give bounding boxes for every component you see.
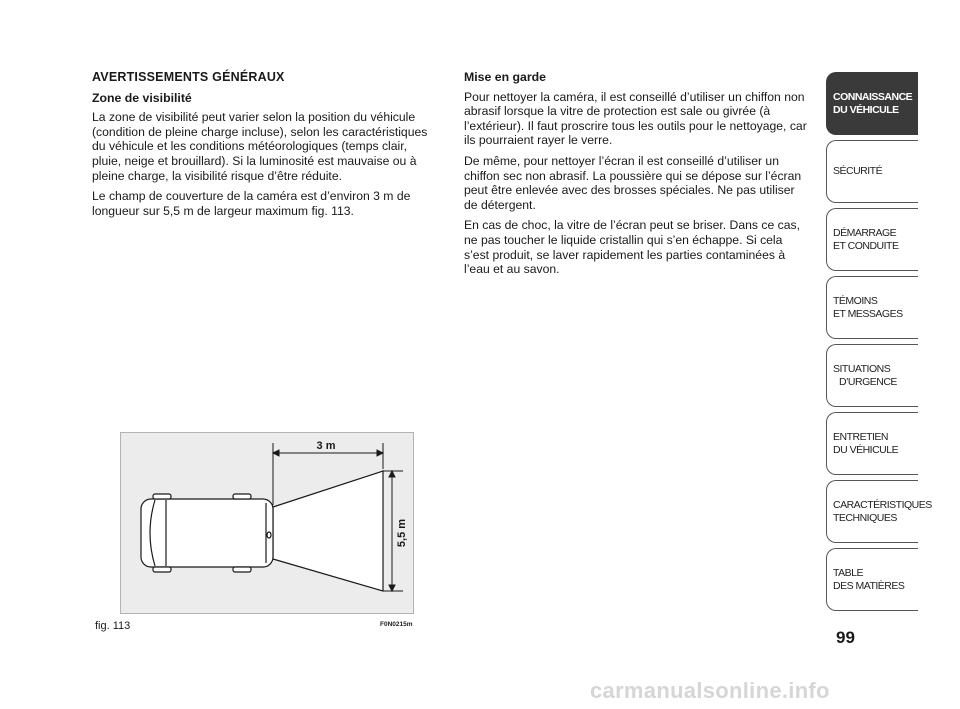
tab-label-line2: DU VÉHICULE — [833, 103, 899, 116]
paragraph-visibility: La zone de visibilité peut varier selon la position du véhicule (condition de pleine charge incluse), selon les caractéristiques du véhicule et les conditions météorologiques (temps clair, pluie, neige et brouillard). Si la luminosité est mauvaise ou à pleine charge, la visibilité risque d’être réduite. — [92, 110, 428, 183]
paragraph-camera-cleaning: Pour nettoyer la caméra, il est conseillé d’utiliser un chiffon non abrasif lorsque la vitre de protection est sale ou givrée (à l’extérieur). Il faut proscrire tous les outils pour le nettoyage, car ils pourraient rayer le verre. — [464, 89, 807, 148]
chapter-index-sidebar — [826, 72, 932, 616]
tab-temoins-et-messages[interactable] — [826, 276, 918, 339]
length-label: 3 m — [316, 440, 336, 452]
coverage-diagram — [121, 433, 415, 615]
tab-connaissance-du-vehicule[interactable] — [826, 72, 918, 135]
vehicle-top-view — [141, 494, 273, 572]
tab-situations-d-urgence[interactable] — [826, 344, 918, 407]
subsection-heading-visibility: Zone de visibilité — [92, 90, 192, 105]
camera-field-of-view — [273, 471, 383, 591]
figure-caption: fig. 113 — [95, 620, 131, 632]
tab-label-line1: ENTRETIEN — [833, 431, 889, 443]
figure-camera-coverage — [120, 432, 414, 614]
figure-code: F0N0215m — [380, 621, 413, 628]
page-number: 99 — [836, 628, 855, 647]
left-column — [92, 70, 437, 224]
paragraph-screen-cleaning: De même, pour nettoyer l’écran il est conseillé d’utiliser un chiffon sec non abrasif. La poussière qui se dépose sur l’écran peut être enlevée avec des brosses spéciales. Ne pas utiliser de détergent. — [464, 153, 802, 212]
tab-label-line2: D’URGENCE — [839, 375, 897, 388]
tab-label-line2: TECHNIQUES — [833, 511, 897, 524]
tab-label-line1: CARACTÉRISTIQUES — [833, 499, 932, 511]
watermark: carmanualsonline.info — [590, 678, 830, 703]
tab-table-des-matieres[interactable] — [826, 548, 918, 611]
tab-label-line1: SÉCURITÉ — [833, 165, 883, 178]
right-column — [464, 70, 809, 283]
tab-demarrage-et-conduite[interactable] — [826, 208, 918, 271]
paragraph-coverage: Le champ de couverture de la caméra est d’environ 3 m de longueur sur 5,5 m de largeur maximum fig. 113. — [92, 189, 411, 218]
paragraph-screen-breakage: En cas de choc, la vitre de l’écran peut se briser. Dans ce cas, ne pas toucher le liquide cristallin qui s’en échappe. Si cela s’est produit, se laver rapidement les parties contaminées à l’eau et au savon. — [464, 218, 801, 277]
tab-label-line1: TÉMOINS — [833, 295, 878, 307]
width-label: 5,5 m — [396, 518, 408, 548]
tab-caracteristiques-techniques[interactable] — [826, 480, 932, 543]
tab-label-line1: DÉMARRAGE — [833, 227, 897, 239]
tab-securite[interactable] — [826, 140, 918, 203]
tab-label-line2: DU VÉHICULE — [833, 443, 899, 456]
tab-label-line2: ET CONDUITE — [833, 239, 899, 252]
camera-icon — [267, 532, 271, 538]
section-heading: AVERTISSEMENTS GÉNÉRAUX — [92, 70, 285, 84]
tab-label-line1: CONNAISSANCE — [833, 91, 913, 103]
tab-label-line1: SITUATIONS — [833, 363, 891, 375]
tab-label-line2: DES MATIÈRES — [833, 579, 905, 592]
subsection-heading-warning: Mise en garde — [464, 70, 547, 84]
tab-label-line1: TABLE — [833, 567, 863, 579]
tab-label-line2: ET MESSAGES — [833, 307, 903, 320]
tab-entretien-du-vehicule[interactable] — [826, 412, 918, 475]
